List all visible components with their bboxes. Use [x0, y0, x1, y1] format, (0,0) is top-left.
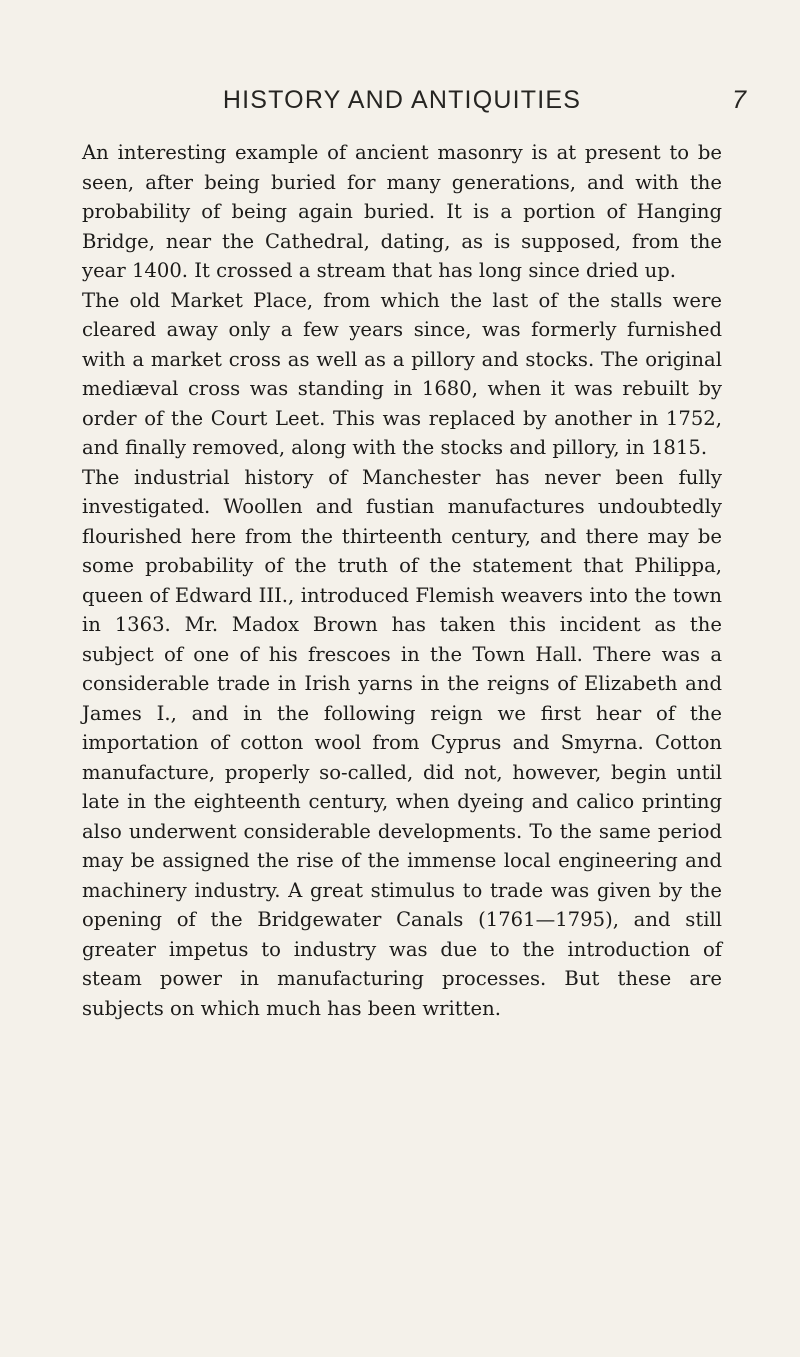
paragraph-hanging-bridge: An interesting example of ancient masonry is at present to be seen, after being buried for many generations, and with the probability of being again buried. It is a portion of Hanging Bridge, near the Cathedral, dating, as is supposed, from the year 1400. It crossed a stream that has long since dried up. [82, 141, 722, 282]
running-head [52, 86, 752, 126]
paragraph-industrial-history: The industrial history of Manchester has never been fully investigated. Woollen and fustian manufactures undoubtedly flourished here from the thirteenth century, and there may be some probability of the truth of the statement that Philippa, queen of Edward III., introduced Flemish weavers into the town in 1363. Mr. Madox Brown has taken this incident as the subject of one of his frescoes in the Town Hall. There was a considerable trade in Irish yarns in the reigns of Elizabeth and James I., and in the following reign we first hear of the importation of cotton wool from Cyprus and Smyrna. Cotton manufacture, properly so-called, did not, however, begin until late in the eighteenth century, when dyeing and calico printing also underwent considerable developments. To the same period may be assigned the rise of the immense local engineering and machinery industry. A great stimulus to trade was given by the opening of the Bridgewater Canals (1761—1795), and still greater impetus to industry was due to the introduction of steam power in manufacturing processes. But these are subjects on which much has been written. [82, 465, 722, 1020]
body-text [82, 138, 722, 1023]
paragraph-market-place: The old Market Place, from which the last of the stalls were cleared away only a few years since, was formerly furnished with a market cross as well as a pillory and stocks. The original mediæval cross was standing in 1680, when it was rebuilt by order of the Court Leet. This was replaced by another in 1752, and finally removed, along with the stocks and pillory, in 1815. [82, 288, 722, 459]
page-title: HISTORY AND ANTIQUITIES [222, 86, 582, 114]
page-number: 7 [732, 86, 746, 114]
